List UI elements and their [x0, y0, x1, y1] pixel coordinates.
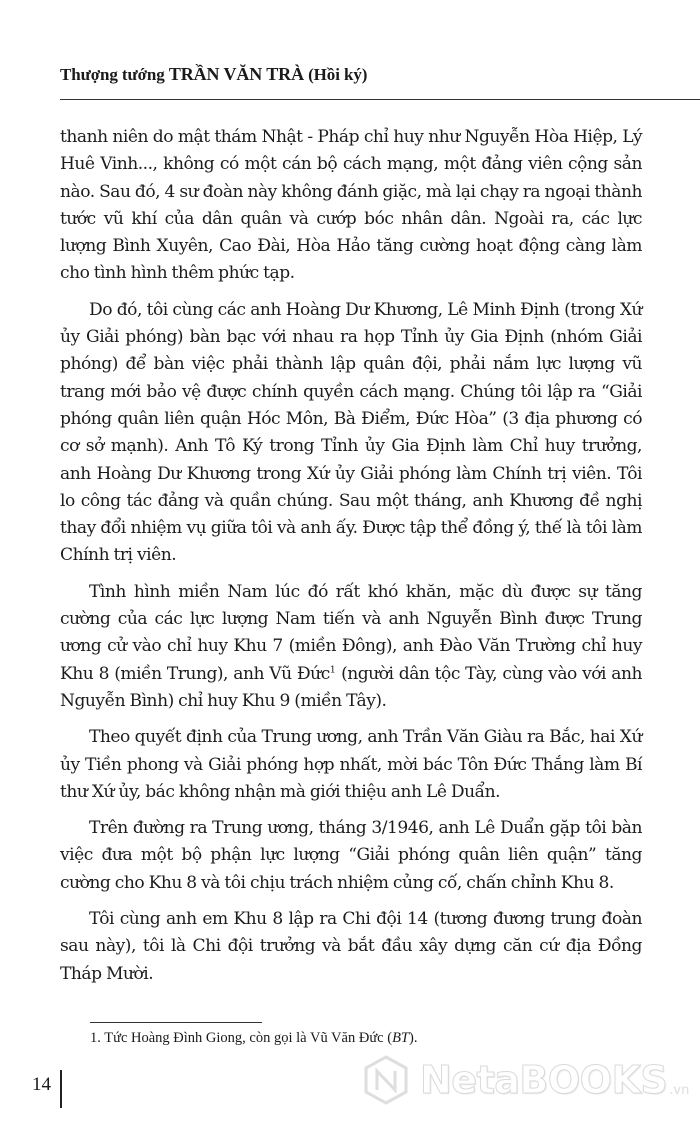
page-number-bar	[60, 1070, 62, 1108]
paragraph-4: Theo quyết định của Trung ương, anh Trần Văn Giàu ra Bắc, hai Xứ ủy Tiền phong và Giải phóng hợp nhất, mời bác Tôn Đức Thắng làm Bí thư Xứ ủy, bác không nhận mà giới thiệu anh Lê Duẩn.	[60, 727, 642, 802]
footnote	[90, 1030, 417, 1047]
footnote-abbreviation: BT	[392, 1030, 409, 1046]
page-number: 14	[32, 1074, 51, 1095]
body-text	[60, 124, 642, 997]
footnote-text: Tức Hoàng Đình Giong, còn gọi là Vũ Văn Đức (	[104, 1030, 393, 1046]
paragraph-5: Trên đường ra Trung ương, tháng 3/1946, anh Lê Duẩn gặp tôi bàn việc đưa một bộ phận lực lượng “Giải phóng quân liên quận” tăng cường cho Khu 8 và tôi chịu trách nhiệm củng cố, chấn chỉnh Khu 8.	[60, 818, 642, 893]
watermark-brand: NetaBOOKS	[420, 1058, 668, 1102]
footnote-rule	[90, 1022, 262, 1023]
footnote-close: ).	[408, 1030, 418, 1046]
paragraph-1: thanh niên do mật thám Nhật - Pháp chỉ huy như Nguyễn Hòa Hiệp, Lý Huê Vinh..., không có một cán bộ cách mạng, một đảng viên cộng sản nào. Sau đó, 4 sư đoàn này không đánh giặc, mà lại chạy ra ngoại thành tước vũ khí của dân quân và cướp bóc nhân dân. Ngoài ra, các lực lượng Bình Xuyên, Cao Đài, Hòa Hảo tăng cường hoạt động càng làm cho tình hình thêm phức tạp.	[60, 127, 642, 284]
header-rule	[60, 99, 700, 100]
paragraph-3-text-before: Tình hình miền Nam lúc đó rất khó khăn, mặc dù được sự tăng cường của các lực lượng Nam tiến và anh Nguyễn Bình được Trung ương cử vào chỉ huy Khu 7 (miền Đông), anh Đào Văn Trường chỉ huy Khu 8 (miền Trung), anh Vũ Đức	[60, 581, 642, 684]
running-header	[60, 64, 367, 85]
netabooks-logo-icon	[360, 1054, 412, 1106]
watermark	[360, 1050, 689, 1110]
paragraph-2: Do đó, tôi cùng các anh Hoàng Dư Khương, Lê Minh Định (trong Xứ ủy Giải phóng) bàn bạc với nhau ra họp Tỉnh ủy Gia Định (nhóm Giải phóng) để bàn việc phải thành lập quân đội, phải nắm lực lượng vũ trang mới bảo vệ được chính quyền cách mạng. Chúng tôi lập ra “Giải phóng quân liên quận Hóc Môn, Bà Điểm, Đức Hòa” (3 địa phương có cơ sở mạnh). Anh Tô Ký trong Tỉnh ủy Gia Định làm Chỉ huy trưởng, anh Hoàng Dư Khương trong Xứ ủy Giải phóng làm Chính trị viên. Tôi lo công tác đảng và quần chúng. Sau một tháng, anh Khương đề nghị thay đổi nhiệm vụ giữa tôi và anh ấy. Được tập thể đồng ý, thế là tôi làm Chính trị viên.	[60, 299, 642, 566]
footnote-reference[interactable]: 1	[329, 663, 336, 675]
footnote-number: 1.	[90, 1030, 101, 1046]
header-rank: Thượng tướng	[60, 65, 165, 84]
paragraph-3-text-after: (người dân tộc Tày, cùng vào với anh Nguyễn Bình) chỉ huy Khu 9 (miền Tây).	[60, 663, 642, 711]
watermark-suffix: .vn	[669, 1083, 690, 1098]
paragraph-6: Tôi cùng anh em Khu 8 lập ra Chi đội 14 (tương đương trung đoàn sau này), tôi là Chi đội trưởng và bắt đầu xây dựng căn cứ địa Đồng Tháp Mười.	[60, 909, 642, 984]
paragraph-3	[60, 579, 642, 715]
header-author-name: TRẦN VĂN TRÀ	[168, 64, 304, 84]
header-genre: (Hồi ký)	[308, 65, 368, 84]
